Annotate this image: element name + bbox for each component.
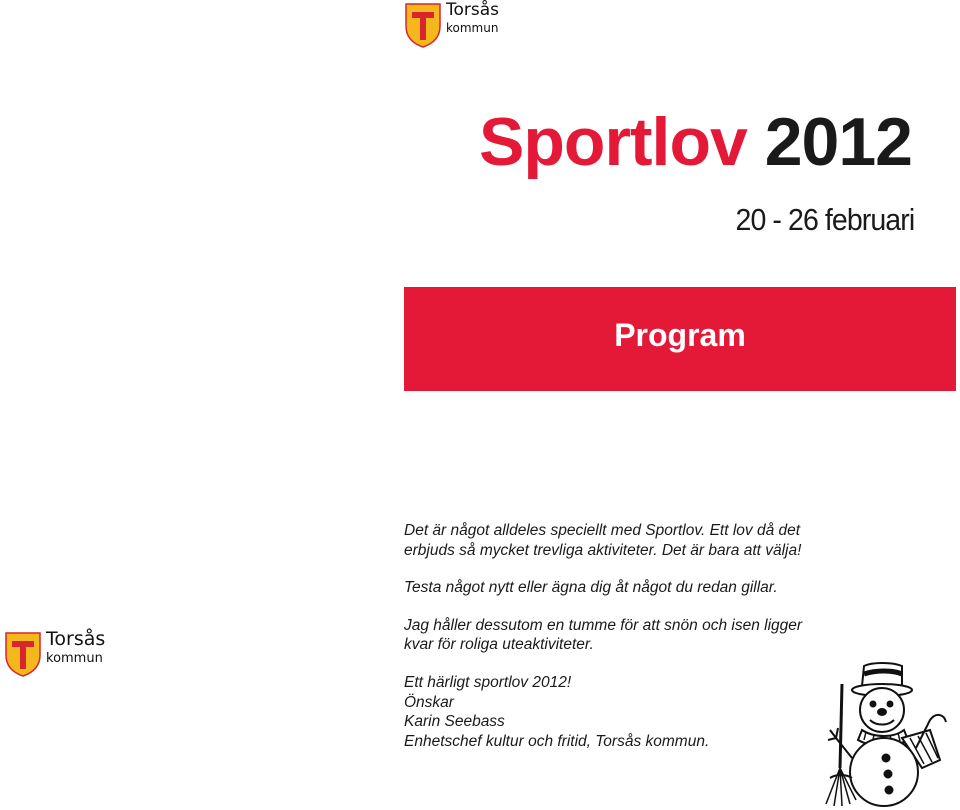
- page-title: [479, 104, 912, 180]
- paragraph-1-line-1: Det är något alldeles speciellt med Sportlov. Ett lov då det: [404, 522, 801, 539]
- closing-signature: Karin Seebass: [404, 713, 505, 731]
- closing-line-1: Ett härligt sportlov 2012!: [404, 673, 572, 691]
- coat-of-arms-icon: [404, 2, 442, 48]
- closing-title: Enhetschef kultur och fritid, Torsås kommun.: [404, 732, 710, 750]
- logo-name: Torsås: [46, 628, 106, 650]
- title-year: 2012: [764, 104, 912, 180]
- intro-text: [404, 521, 844, 751]
- paragraph-2: Testa något nytt eller ägna dig åt något du redan gillar.: [404, 579, 778, 597]
- paragraph-1-line-2: erbjuds så mycket trevliga aktiviteter. Det är bara att välja!: [404, 541, 802, 559]
- paragraph-3-line-2: kvar för roliga uteaktiviteter.: [404, 636, 594, 654]
- date-range: 20 - 26 februari: [735, 202, 914, 237]
- title-sportlov: Sportlov: [479, 104, 747, 180]
- logo-subtitle: kommun: [46, 651, 103, 666]
- snowman-illustration: [812, 660, 958, 808]
- program-banner: [404, 287, 956, 391]
- coat-of-arms-icon: [4, 630, 42, 678]
- logo-name: Torsås: [446, 0, 500, 20]
- closing-line-2: Önskar: [404, 693, 454, 711]
- torsas-logo-top: [404, 2, 499, 48]
- torsas-logo-side: [4, 630, 105, 678]
- logo-subtitle: kommun: [446, 21, 499, 35]
- paragraph-3-line-1: Jag håller dessutom en tumme för att snön och isen ligger: [404, 616, 803, 634]
- program-label: Program: [614, 317, 746, 353]
